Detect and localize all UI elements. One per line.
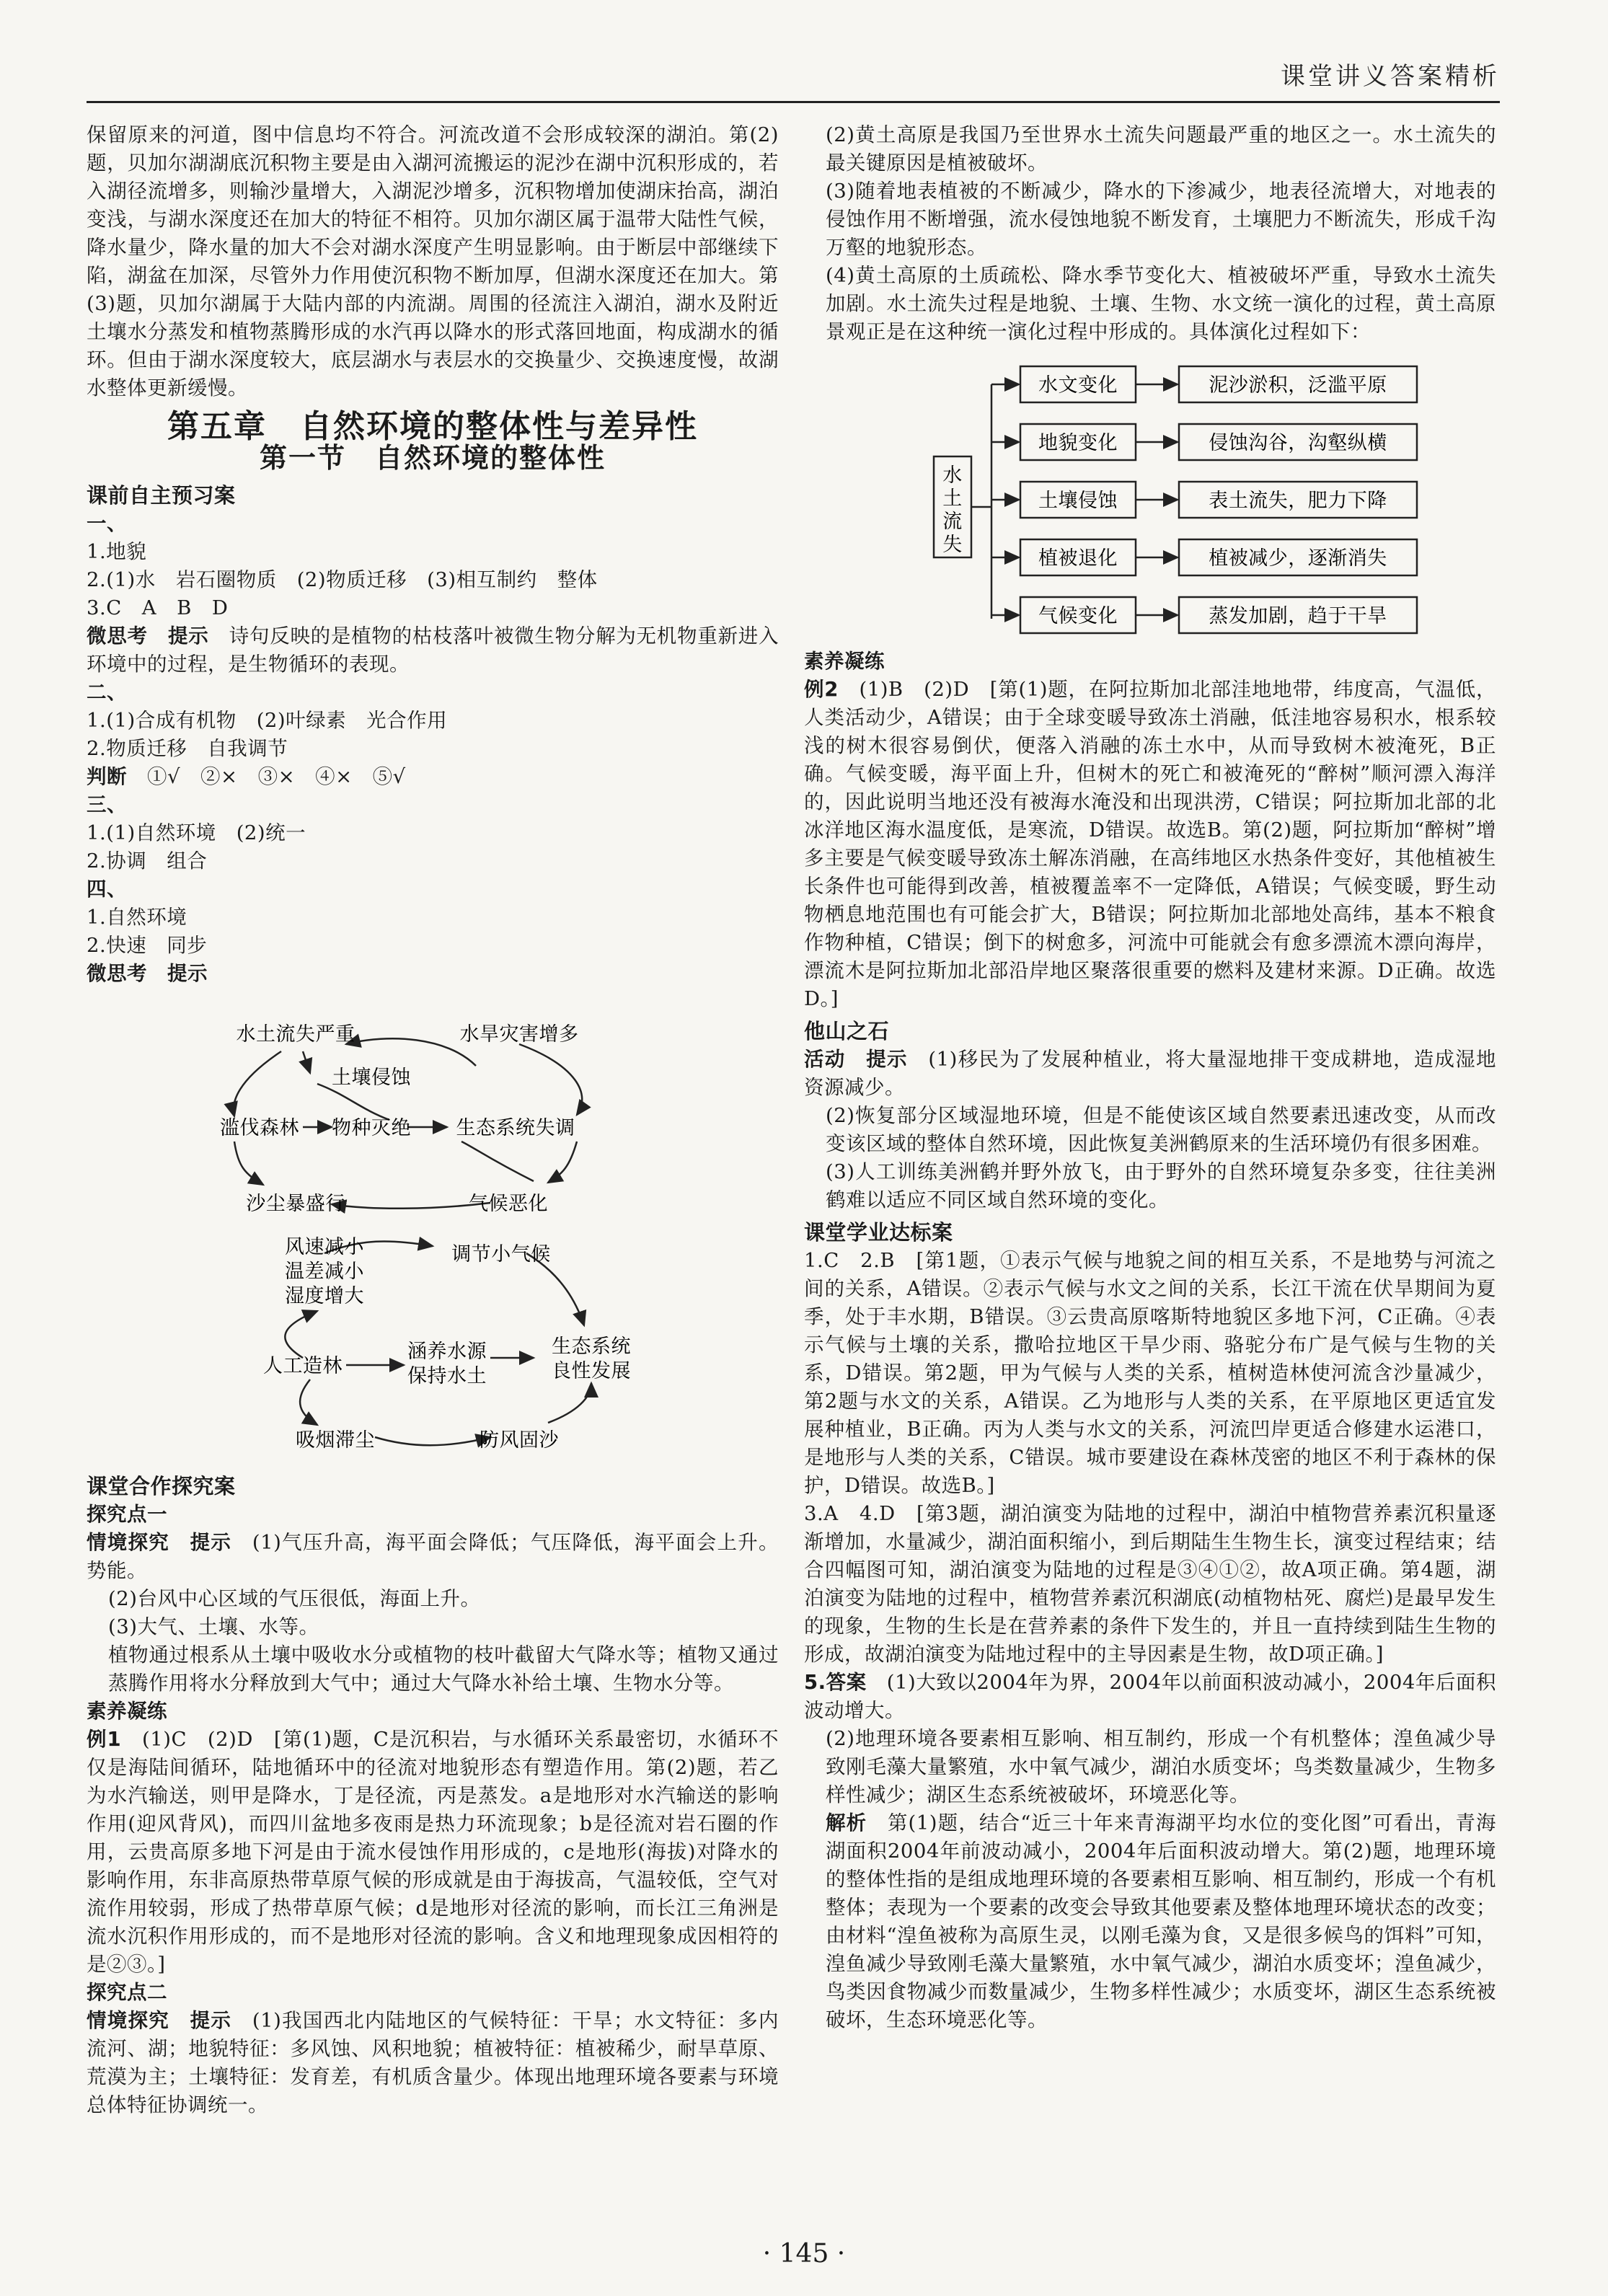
paragraph-body: ①√ ②× ③× ④× ⑤√	[127, 765, 406, 788]
paragraph: 2.(1)水 岩石圈物质 (2)物质迁移 (3)相互制约 整体	[87, 568, 598, 591]
flow-right-label: 蒸发加剧，趋于干旱	[1209, 605, 1387, 627]
paragraph: 1.地貌	[87, 540, 147, 563]
paragraph-label: 5.答案	[804, 1671, 867, 1694]
cycle-diagram-afforestation	[87, 1232, 779, 1462]
node-climate-worsening: 气候恶化	[469, 1193, 548, 1215]
labeled-paragraph	[804, 1809, 1496, 2034]
right-column	[804, 121, 1496, 2034]
paragraph: 3.C A B D	[87, 596, 229, 619]
paragraph: 2.物质迁移 自我调节	[87, 737, 288, 760]
node-humidity-increase: 湿度增大	[285, 1285, 364, 1307]
node-wind-speed-decrease: 风速减小	[285, 1236, 364, 1258]
node-retain-soil: 保持水土	[407, 1365, 487, 1387]
node-conserve-water: 涵养水源	[407, 1341, 487, 1363]
paragraph: (3)随着地表植被的不断减少，降水的下渗减少，地表径流增大，对地表的侵蚀作用不断增强，流水侵蚀地貌不断发育，土壤肥力不断流失，形成千沟万壑的地貌形态。	[826, 180, 1496, 259]
node-windbreak-sand-fixation: 防风固沙	[480, 1429, 559, 1452]
labeled-paragraph	[87, 1726, 779, 1979]
node-sandstorm: 沙尘暴盛行	[246, 1193, 345, 1215]
paragraph-label: 活动 提示	[804, 1048, 908, 1071]
subheading: 探究点二	[87, 1981, 167, 2004]
flow-left-label: 水文变化	[1038, 374, 1118, 397]
chapter-title: 第五章 自然环境的整体性与差异性	[167, 408, 698, 445]
preview-heading: 课前自主预习案	[87, 483, 236, 508]
subheading: 二、	[87, 681, 127, 704]
node-deforestation: 滥伐森林	[220, 1117, 299, 1139]
paragraph-body: 诗句反映的是植物的枯枝落叶被微生物分解为无机物重新进入环境中的过程，是生物循环的表现。	[87, 624, 779, 676]
subheading: 探究点一	[87, 1503, 167, 1526]
flow-left-label: 植被退化	[1038, 547, 1118, 570]
coop-content	[87, 1501, 779, 2119]
flow-left-label: 土壤侵蚀	[1038, 490, 1118, 512]
paragraph: (3)人工训练美洲鹤并野外放飞，由于野外的自然环境复杂多变，往往美洲鹤难以适应不同区域自然环境的变化。	[826, 1160, 1496, 1211]
subheading: 一、	[87, 512, 127, 535]
subheading: 素养凝练	[87, 1700, 167, 1723]
preview-answers	[87, 510, 779, 988]
paragraph: (2)地理环境各要素相互影响、相互制约，形成一个有机整体；湟鱼减少导致刚毛藻大量繁殖，水中氧气减少，湖泊水质变坏；鸟类数量减少，生物多样性减少；湖区生态系统被破坏，环境恶化等。	[826, 1727, 1496, 1806]
paragraph-body: (1)B (2)D [第(1)题，在阿拉斯加北部洼地地带，纬度高，气温低，人类活动少，A错误；由于全球变暖导致冻土消融，低洼地容易积水，根系较浅的树木很容易倒伏，便落入消融的冻土水中，从而导致树木被淹死，B正确。气候变暖，海平面上升，但树木的死亡和被淹死的“醉树”顺河漂入海洋的，因此说明当地还没有被海水淹没和出现洪涝，C错误；阿拉斯加北部的北冰洋地区海水温度低，是寒流，D错误。故选B。第(2)题，阿拉斯加“醉树”增多主要是气候变暖导致冻土解冻消融，在高纬地区水热条件变好，其他植被生长条件也可能得到改善，植被覆盖率不一定降低，A错误；气候变暖，野生动物栖息地范围也有可能会扩大，B错误；阿拉斯加北部地处高纬，基本不粮食作物种植，C错误；倒下的树愈多，河流中可能就会有愈多漂流木漂向海岸，漂流木是阿拉斯加北部沿岸地区聚落很重要的燃料及建材来源。D正确。故选D。]	[804, 678, 1496, 1010]
node-flood-drought-increase: 水旱灾害增多	[459, 1023, 579, 1046]
flow-left-label: 地貌变化	[1038, 432, 1118, 454]
paragraph-body: (1)气压升高，海平面会降低；气压降低，海平面会上升。势能。	[87, 1531, 779, 1582]
paragraph-body: (1)大致以2004年为界，2004年以前面积波动减小，2004年后面积波动增大。	[804, 1671, 1496, 1722]
paragraph: 3.A 4.D [第3题，湖泊演变为陆地的过程中，湖泊中植物营养素沉积量逐渐增加，水量减少，湖泊面积缩小，到后期陆生生物生长，演变过程结束；结合四幅图可知，湖泊演变为陆地的过程是③④①②，故A项正确。第4题，湖泊演变为陆地的过程中，植物营养素沉积湖底(动植物枯死、腐烂)是最早发生的现象，生物的生长是在营养素的条件下发生的，并且一直持续到陆生生物的形成，故湖泊演变为陆地过程中的主导因素是生物，故D项正确。]	[804, 1502, 1496, 1666]
flow-right-label: 植被减少，逐渐消失	[1209, 547, 1387, 570]
node-temp-range-decrease: 温差减小	[285, 1260, 364, 1283]
paragraph-label: 情境探究 提示	[87, 1531, 232, 1554]
intro-paragraphs	[87, 121, 779, 402]
paragraph: 1.(1)合成有机物 (2)叶绿素 光合作用	[87, 709, 448, 732]
paragraph-body: (1)C (2)D [第(1)题，C是沉积岩，与水循环关系最密切，水循环不仅是海陆间循环，陆地循环中的径流对地貌形态有塑造作用。第(2)题，若乙为水汽输送，则甲是降水，丁是径流，丙是蒸发。a是地形对水汽输送的影响作用(迎风背风)，而四川盆地多夜雨是热力环流现象；b是径流对岩石圈的作用，云贵高原多地下河是由于流水侵蚀作用形成的，c是地形(海拔)对降水的影响作用，东非高原热带草原气候的形成就是由于海拔高，气温较低，空气对流作用较弱，形成了热带草原气候；d是地形对径流的影响，而长江三角洲是流水沉积作用形成的，而不是地形对径流的影响。含义和地理现象成因相符的是②③。]	[87, 1728, 779, 1976]
paragraph: (2)恢复部分区域湿地环境，但是不能使该区域自然要素迅速改变，从而改变该区域的整体自然环境，因此恢复美洲鹤原来的生活环境仍有很多困难。	[826, 1104, 1496, 1155]
cycle-diagram-deforestation	[87, 994, 779, 1232]
node-benign-development: 良性发展	[552, 1360, 631, 1382]
labeled-paragraph	[87, 622, 779, 679]
paragraph-body: (1)我国西北内陆地区的气候特征：干旱；水文特征：多内流河、湖；地貌特征：多风蚀、风积地貌；植被特征：植被稀少，耐旱草原、荒漠为主；土壤特征：发育差，有机质含量少。体现出地理环境各要素与环境总体特征协调统一。	[87, 2009, 779, 2116]
subheading: 素养凝练	[804, 650, 885, 673]
labeled-paragraph	[87, 2007, 779, 2119]
node-soil-erosion: 土壤侵蚀	[332, 1067, 411, 1089]
source-char-0: 水	[942, 464, 963, 487]
page-header-title: 课堂讲义答案精析	[1281, 62, 1500, 91]
paragraph: (2)黄土高原是我国乃至世界水土流失问题最严重的地区之一。水土流失的最关键原因是植被破坏。	[826, 123, 1496, 175]
section-heading: 课堂学业达标案	[804, 1220, 953, 1245]
paragraph: 保留原来的河道，图中信息均不符合。河流改道不会形成较深的湖泊。第(2)题，贝加尔湖湖底沉积物主要是由入湖河流搬运的泥沙在湖中沉积形成的，若入湖径流增多，则输沙量增大，入湖泥沙增多，沉积物增加使湖床抬高，湖泊变浅，与湖水深度还在加大的特征不相符。贝加尔湖区属于温带大陆性气候，降水量少，降水量的加大不会对湖水深度产生明显影响。由于断层中部继续下陷，湖盆在加深，尽管外力作用使沉积物不断加厚，但湖水深度还在加大。第(3)题，贝加尔湖属于大陆内部的内流湖。周围的径流注入湖泊，湖水及附近土壤水分蒸发和植物蒸腾形成的水汽再以降水的形式落回地面，构成湖水的循环。但由于湖水深度较大，底层湖水与表层水的交换量少、交换速度慢，故湖水整体更新缓慢。	[87, 123, 779, 399]
paragraph-label: 判断	[87, 765, 127, 788]
flow-right-label: 表土流失，肥力下降	[1209, 490, 1387, 512]
paragraph: 2.协调 组合	[87, 849, 208, 873]
source-char-1: 土	[942, 487, 963, 510]
subheading: 三、	[87, 793, 127, 816]
page-number: · 145 ·	[762, 2239, 846, 2269]
paragraph-label: 解析	[826, 1811, 867, 1834]
source-char-3: 失	[942, 534, 963, 556]
header-rule	[87, 101, 1500, 103]
paragraph: 2.快速 同步	[87, 934, 208, 957]
labeled-paragraph	[87, 763, 779, 791]
node-soil-erosion-severe: 水土流失严重	[236, 1023, 355, 1046]
labeled-paragraph	[804, 1669, 1496, 1725]
node-absorb-dust: 吸烟滞尘	[296, 1429, 375, 1452]
subheading: 四、	[87, 878, 127, 901]
section-heading: 他山之石	[804, 1019, 890, 1043]
labeled-paragraph	[804, 676, 1496, 1013]
node-ecosystem-imbalance: 生态系统失调	[456, 1117, 575, 1139]
loess-analysis	[804, 121, 1496, 346]
exercises-and-answers	[804, 648, 1496, 2034]
flow-left-label: 气候变化	[1038, 605, 1118, 627]
paragraph: (2)台风中心区域的气压很低，海面上升。	[108, 1587, 481, 1610]
paragraph-body: (1)移民为了发展种植业，将大量湿地排干变成耕地，造成湿地资源减少。	[804, 1048, 1497, 1099]
node-ecosystem: 生态系统	[552, 1335, 631, 1358]
labeled-paragraph	[87, 1529, 779, 1585]
paragraph-label: 例2	[804, 678, 839, 701]
paragraph-label: 例1	[87, 1728, 122, 1751]
labeled-paragraph	[804, 1046, 1496, 1102]
source-char-2: 流	[942, 511, 963, 533]
flow-right-label: 泥沙淤积，泛滥平原	[1209, 374, 1387, 397]
flow-right-label: 侵蚀沟谷，沟壑纵横	[1209, 432, 1387, 454]
paragraph: (3)大气、土壤、水等。	[108, 1615, 319, 1638]
node-regulate-microclimate: 调节小气候	[451, 1243, 551, 1266]
node-afforestation: 人工造林	[263, 1355, 343, 1377]
subheading: 微思考 提示	[87, 962, 208, 985]
paragraph-label: 情境探究 提示	[87, 2009, 232, 2032]
node-species-extinction: 物种灭绝	[332, 1117, 411, 1139]
section-title: 第一节 自然环境的整体性	[259, 441, 606, 474]
loess-evolution-flowchart	[804, 352, 1496, 640]
paragraph-body: 第(1)题，结合“近三十年来青海湖平均水位的变化图”可看出，青海湖面积2004年前波动减小，2004年后面积波动增大。第(2)题，地理环境的整体性指的是组成地理环境的各要素相互影响、相互制约，形成一个有机整体；表现为一个要素的改变会导致其他要素及整体地理环境状态的改变；由材料“湟鱼被称为高原生灵，以刚毛藻为食，又是很多候鸟的饵料”可知，湟鱼减少导致刚毛藻大量繁殖，水中氧气减少，湖泊水质变坏；湟鱼减少，鸟类因食物减少而数量减少，生物多样性减少；水质变坏，湖区生态系统被破坏，生态环境恶化等。	[826, 1811, 1496, 2031]
paragraph: 1.C 2.B [第1题，①表示气候与地貌之间的相互关系，不是地势与河流之间的关系，A错误。②表示气候与水文之间的关系，长江干流在伏旱期间为夏季，处于丰水期，B错误。③云贵高原喀斯特地貌区多地下河，C正确。④表示气候与土壤的关系，撒哈拉地区干旱少雨、骆驼分布广是气候与生物的关系，D错误。第2题，甲为气候与人类的关系，植树造林使河流含沙量减少，第2题与水文的关系，A错误。乙为地形与人类的关系，在平原地区更适宜发展种植业，B正确。丙为人类与水文的关系，河流凹岸更适合修建水运港口，是地形与人类的关系，C错误。城市要建设在森林茂密的地区不利于森林的保护，D错误。故选B。]	[804, 1249, 1496, 1497]
coop-heading: 课堂合作探究案	[87, 1474, 236, 1498]
paragraph: 植物通过根系从土壤中吸收水分或植物的枝叶截留大气降水等；植物又通过蒸腾作用将水分释放到大气中；通过大气降水补给土壤、生物水分等。	[108, 1643, 779, 1695]
paragraph: 1.自然环境	[87, 906, 187, 929]
left-column	[87, 121, 779, 2119]
paragraph: 1.(1)自然环境 (2)统一	[87, 821, 306, 844]
paragraph-label: 微思考 提示	[87, 624, 209, 648]
paragraph: (4)黄土高原的土质疏松、降水季节变化大、植被破坏严重，导致水土流失加剧。水土流失过程是地貌、土壤、生物、水文统一演化的过程，黄土高原景观正是在这种统一演化过程中形成的。具体演化过程如下：	[826, 264, 1496, 343]
